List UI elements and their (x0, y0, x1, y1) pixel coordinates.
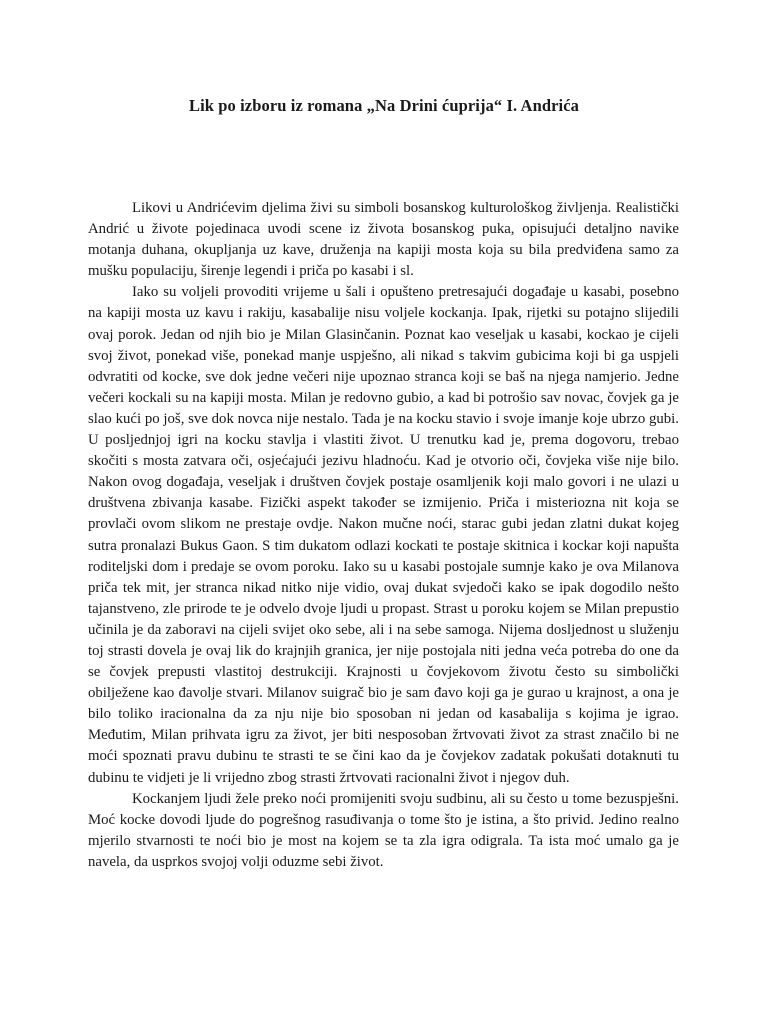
paragraph-intro: Likovi u Andrićevim djelima živi su simboli bosanskog kulturološkog življenja. Realistički Andrić u živote pojedinaca uvodi scene iz života bosanskog puka, opisujući detaljno navike motanja duhana, okupljanja uz kave, druženja na kapiji mosta koja su bila predviđena samo za mušku populaciju, širenje legendi i priča po kasabi i sl. (88, 200, 679, 280)
paragraph-conclusion: Kockanjem ljudi žele preko noći promijeniti svoju sudbinu, ali su često u tome bezuspješni. Moć kocke dovodi ljude do pogrešnog rasuđivanja o tome što je istina, a što privid. Jedino realno mjerilo stvarnosti te noći bio je most na kojem se ta zla igra odigrala. Ta ista moć umalo ga je navela, da usprkos svojoj volji oduzme sebi život. (88, 790, 679, 870)
paragraph-milan-story: Iako su voljeli provoditi vrijeme u šali i opušteno pretresajući događaje u kasabi, posebno na kapiji mosta uz kavu i rakiju, kasabalije nisu voljele kockanja. Ipak, rijetki su potajno slijedili ovaj porok. Jedan od njih bio je Milan Glasinčanin. Poznat kao veseljak u kasabi, kockao je cijeli svoj život, ponekad više, ponekad manje uspješno, ali nikad s takvim gubicima koji bi ga uspjeli odvratiti od kocke, sve dok jedne večeri nije upoznao stranca koji se baš na njega namjerio. Jedne večeri kockali su na kapiji mosta. Milan je redovno gubio, a kad bi potrošio sav novac, čovjek ga je slao kući po još, sve dok novca nije nestalo. Tada je na kocku stavio i svoje imanje koje ubrzo gubi. U posljednjoj igri na kocku stavlja i vlastiti život. U trenutku kad je, prema dogovoru, trebao skočiti s mosta zatvara oči, osjećajući jezivu hladnoću. Kad je otvorio oči, čovjeka više nije bilo. Nakon ovog događaja, veseljak i društven čovjek postaje osamljenik koji malo govori i ne ulazi u društvena zbivanja kasabe. Fizički aspekt također se izmijenio. Priča i misteriozna nit koja se provlači ovom slikom ne prestaje ovdje. Nakon mučne noći, starac gubi jedan zlatni dukat kojeg sutra pronalazi Bukus Gaon. S tim dukatom odlazi kockati te postaje skitnica i kockar koji napušta roditeljski dom i predaje se ovom poroku. Iako su u kasabi postojale sumnje kako je ova Milanova priča tek mit, jer stranca nikad nitko nije vidio, ovaj dukat svjedoči kako se ipak dogodilo nešto tajanstveno, zle prirode te je odvelo dvoje ljudi u propast. Strast u poroku kojem se Milan prepustio učinila je da zaboravi na cijeli svijet oko sebe, ali i na sebe samoga. Nijema dosljednost u služenju toj strasti dovela je ovaj lik do krajnjih granica, jer nije postojala niti jedna veća potreba do one da se čovjek prepusti vlastitoj destrukciji. Krajnosti u čovjekovom životu često su simbolički obilježene kao đavolje stvari. Milanov suigrač bio je sam đavo koji ga je gurao u krajnost, a ona je bilo toliko iracionalna da za nju nije bio sposoban ni jedan od kasabalija s kojima je igrao. Međutim, Milan prihvata igru za život, jer biti nesposoban žrtvovati život za strast značilo bi ne moći spoznati pravu dubinu te strasti te se čini kao da je čovjekov zadatak pokušati dotaknuti tu dubinu te vidjeti je li vrijedno zbog strasti žrtvovati racionalni život i njegov duh. (88, 284, 679, 786)
document-title: Lik po izboru iz romana „Na Drini ćuprija“ I. Andrića (188, 96, 580, 115)
document-body (88, 198, 679, 873)
